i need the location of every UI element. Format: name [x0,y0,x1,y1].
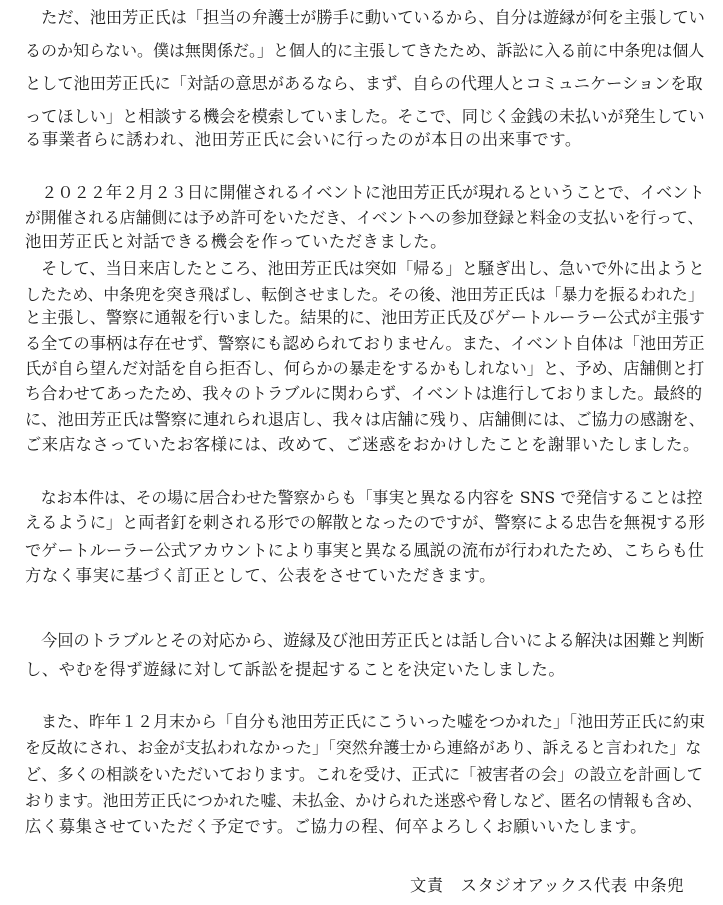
paragraph-line: そして、当日来店したところ、池田芳正氏は突如「帰る」と騒ぎ出し、急いで外に出ようと [25,259,705,278]
paragraph-line: る事業者らに誘われ、池田芳正氏に会いに行ったのが本日の出来事です。 [25,130,582,149]
paragraph-line: ってほしい」と相談する機会を模索していました。そこで、同じく金銭の未払いが発生してい [25,107,705,126]
paragraph-line: に、池田芳正氏は警察に連れられ退店し、我々は店舗に残り、店舗側には、ご協力の感謝を、 [25,410,705,429]
paragraph-line: ち合わせてあったため、我々のトラブルに関わらず、イベントは進行しておりました。最終的 [25,384,703,403]
paragraph-line: おります。池田芳正氏につかれた嘘、未払金、かけられた迷惑や脅しなど、匿名の情報も含め、 [25,791,703,810]
paragraph-line: ど、多くの相談をいただいております。これを受け、正式に「被害者の会」の設立を計画して [25,765,703,784]
paragraph-line: なお本件は、その場に居合わせた警察からも「事実と異なる内容を SNS で発信することは控 [25,488,703,507]
paragraph-line: るのか知らない。僕は無関係だ。」と個人的に主張してきたため、訴訟に入る前に中条兜は個人 [25,41,705,60]
paragraph-line: し、やむを得ず遊縁に対して訴訟を提起することを決定いたしました。 [25,660,566,679]
paragraph-line: 方なく事実に基づく訂正として、公表をさせていただきます。 [25,566,497,585]
paragraph-line: を反故にされ、お金が支払われなかった」「突然弁護士から連絡があり、訴えると言われた」な [25,738,702,757]
paragraph-line: 池田芳正氏と対話できる機会を作っていただきました。 [25,232,448,251]
paragraph-line: 広く募集させていただく予定です。ご協力の程、何卒よろしくお願いいたします。 [25,817,648,836]
paragraph-line: として池田芳正氏に「対話の意思があるなら、まず、自らの代理人とコミュニケーションを取 [25,74,703,93]
paragraph-line: と主張し、警察に通報を行いました。結果的に、池田芳正氏及びゲートルーラー公式が主張す [25,308,705,327]
paragraph-line: ただ、池田芳正氏は「担当の弁護士が勝手に動いているから、自分は遊縁が何を主張してい [25,8,705,27]
paragraph-line: また、昨年１２月末から「自分も池田芳正氏にこういった嘘をつかれた」「池田芳正氏に約束 [25,712,706,731]
paragraph-line: 今回のトラブルとその対応から、遊縁及び池田芳正氏とは話し合いによる解決は困難と判断 [25,631,705,650]
paragraph-line: えるように」と両者釘を刺される形での解散となったのですが、警察による忠告を無視する形 [25,513,705,532]
signature: 文責 スタジオアックス代表 中条兜 [410,876,685,895]
paragraph-line: したため、中条兜を突き飛ばし、転倒させました。その後、池田芳正氏は「暴力を振るわれた」 [25,285,704,304]
paragraph-line: ２０２２年２月２３日に開催されるイベントに池田芳正氏が現れるということで、イベント [25,183,705,202]
paragraph-line: る全ての事柄は存在せず、警察にも認められておりません。また、イベント自体は「池田芳正 [25,334,705,353]
paragraph-line: が開催される店舗側には予め許可をいただき、イベントへの参加登録と料金の支払いを行って、 [25,208,704,227]
paragraph-line: 氏が自ら望んだ対話を自ら拒否し、何らかの暴走をするかもしれない」と、予め、店舗側と打 [25,359,705,378]
paragraph-line: でゲートルーラー公式アカウントにより事実と異なる風説の流布が行われたため、こちらも仕 [25,541,705,560]
paragraph-line: ご来店なさっていたお客様には、改めて、ご迷惑をおかけしたことを謝罪いたしました。 [25,435,700,454]
